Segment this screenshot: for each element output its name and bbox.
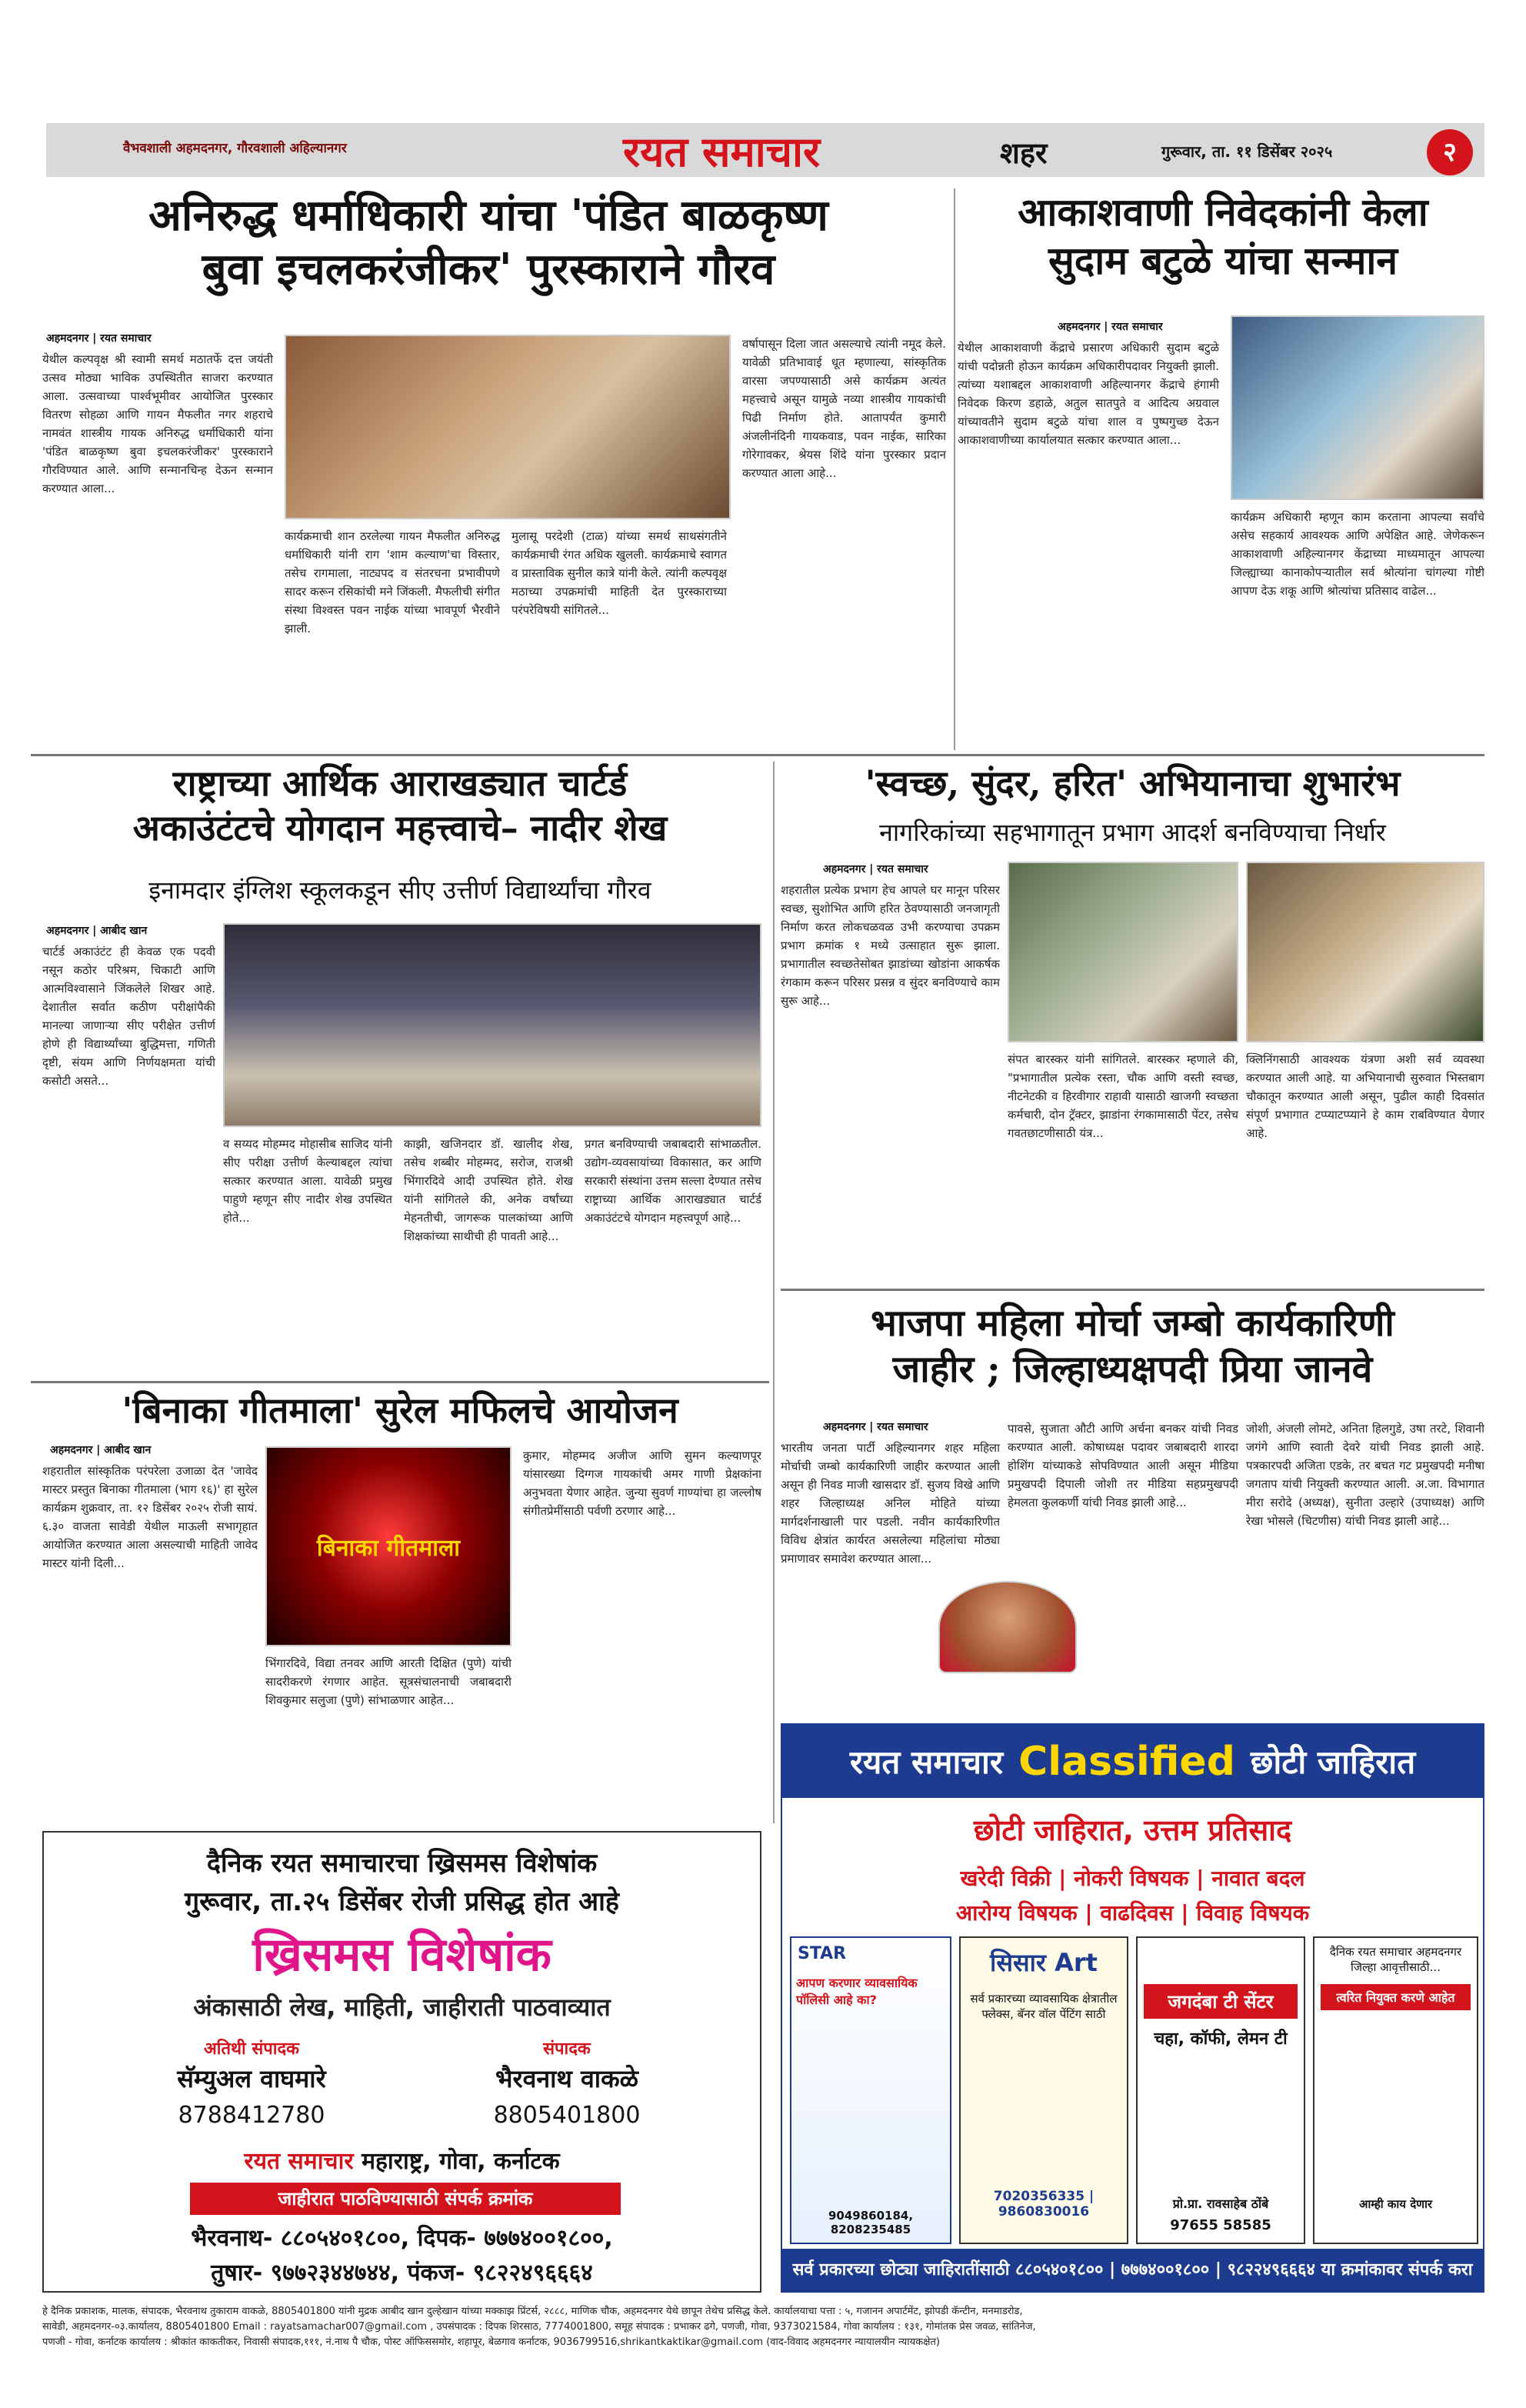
guest-editor-phone: 8788412780 <box>178 2102 325 2129</box>
classified-ad-hiring <box>1313 1936 1478 2244</box>
category-birthday: वाढदिवस <box>1100 1900 1174 1926</box>
xmas-contacts2: तुषार- ९७७२३४४७४४, पंकज- ९८२२४९६६६४ <box>211 2260 593 2286</box>
category-buy-sell: खरेदी विक्री <box>960 1866 1051 1891</box>
article5-column3: जोशी, अंजली लोमटे, अनिता हिलगुडे, उषा तरटे, शिवानी जगंगे आणि स्वाती देवरे यांची निवड झाली आहे. पत्रकारपदी अजिता एडके, तर बचत गट प्रमुखपदी मनीषा जगताप यांची नियुक्ती करण्यात आली. अ.जा. विभागात मीरा सरोदे (अध्यक्ष), सुनीता उल्हारे (उपाध्यक्ष) आणि रेखा भोसले (चिटणीस) यांची निवड झाली आहे... <box>1246 1422 1484 1528</box>
classified-ad-tea <box>1136 1936 1305 2244</box>
xmas-region: महाराष्ट्र, गोवा, कर्नाटक <box>362 2148 560 2175</box>
category-name-change: नावात बदल <box>1211 1866 1305 1891</box>
article5-column1: भारतीय जनता पार्टी अहिल्यानगर शहर महिला मोर्चाची जम्बो कार्यकारिणी जाहीर करण्यात आली असून ही निवड माजी खासदार डॉ. सुजय विखे आणि शहर जिल्हाध्यक्ष अनिल मोहिते यांच्या मार्गदर्शनाखाली पार पडली. नवीन कार्यकारिणीत विविध क्षेत्रांत कार्यरत असलेल्या महिलांचा मोठ्या प्रमाणावर समावेश करण्यात आला... <box>781 1441 1000 1566</box>
article3-subhead: इनामदार इंग्लिश स्कूलकडून सीए उत्तीर्ण विद्यार्थ्यांचा गौरव <box>148 875 651 905</box>
category-jobs: नोकरी विषयक <box>1074 1866 1189 1891</box>
article6-headline: 'बिनाका गीतमाला' सुरेल मफिलचे आयोजन <box>122 1389 678 1431</box>
poster-title: बिनाका गीतमाला <box>316 1534 461 1562</box>
insurance-phone: 9049860184, 8208235485 <box>828 2209 914 2236</box>
article2-headline-line2: सुदाम बटुळे यांचा सन्मान <box>1048 237 1398 283</box>
category-marriage: विवाह विषयक <box>1196 1900 1310 1926</box>
tea-text: चहा, कॉफी, लेमन टी <box>1154 2029 1288 2049</box>
section-divider <box>31 754 1484 756</box>
article2-column2: कार्यक्रम अधिकारी म्हणून काम करताना आपल्या सर्वांचे असेच सहकार्य आवश्यक आणि अपेक्षित आहे. जेणेकरून आकाशवाणी अहिल्यानगर केंद्राच्या माध्यमातून आपल्या जिल्ह्याच्या कानाकोपऱ्यातील सर्व श्रोत्यांना चांगल्या गोष्टी आपण देऊ शकू आणि श्रोत्यांचा प्रतिसाद वाढेल... <box>1231 510 1484 598</box>
article4-column2: संपत बारस्कर यांनी सांगितले. बारस्कर म्हणाले की, "प्रभागातील प्रत्येक रस्ता, चौक आणि वस्ती स्वच्छ, नीटनेटकी व हिरवीगार राहावी यासाठी खाजगी स्वच्छता कर्मचारी, दोन ट्रॅक्टर, झाडांना रंगकामासाठी पेंटर, तसेच गवतछाटणीसाठी यंत्र... <box>1008 1052 1238 1140</box>
article3-byline: अहमदनगर | आबीद खान <box>46 925 148 937</box>
article4-headline: 'स्वच्छ, सुंदर, हरित' अभियानाचा शुभारंभ <box>865 762 1401 804</box>
section-name: शहर <box>1000 136 1048 170</box>
imprint-line3: पणजी - गोवा, कर्नाटक कार्यालय : श्रीकांत काकतीकर, निवासी संपादक,१११, नं.नाथ पै चौक, पोस्ट ऑफिससमोर, शहापूर, बेळगाव कर्नाटक, 9036799516,shrikantkaktikar@gmail.com (वाद-विवाद अहमदनगर न्यायालयीन न्यायकक्षेत) <box>42 2336 940 2349</box>
imprint-line1: हे दैनिक प्रकाशक, मालक, संपादक, भैरवनाथ तुकाराम वाकळे, 8805401800 यांनी मुद्रक आबीद खान दुल्हेखान यांच्या मक्काझ प्रिंटर्स, २८८८, माणिक चौक, अहमदनगर येथे छापून तेथेच प्रसिद्ध केले. कार्यालयाचा पत्ता : ५, गजानन अपार्टमेंट, झोपडी कॅन्टीन, मनमाडरोड, <box>42 2306 1023 2317</box>
hiring-footer: आम्ही काय देणार <box>1358 2197 1433 2211</box>
editor-label: संपादक <box>543 2039 591 2059</box>
article3-group-photo <box>223 923 761 1127</box>
classified-categories-row2: आरोग्य विषयक | वाढदिवस | विवाह विषयक <box>955 1900 1310 1926</box>
article1-headline <box>31 188 946 296</box>
article2-felicitation-photo <box>1231 315 1484 500</box>
classified-ad-insurance <box>790 1936 951 2244</box>
printer-imprint <box>42 2304 1484 2350</box>
article3-column3: काझी, खजिनदार डॉ. खालीद शेख, तसेच शब्बीर मोहम्मद, सरोज, राजश्री भिंगारदिवे आदी उपस्थित होते. शेख यांनी सांगितले की, अनेक वर्षांच्या मेहनतीची, जागरूक पालकांच्या आणि शिक्षकांच्या साथीची ही पावती आहे... <box>404 1137 573 1243</box>
article1-headline-line2: बुवा इचलकरंजीकर' पुरस्काराने गौरव <box>202 244 775 295</box>
art-title: सिसार Art <box>990 1948 1098 1977</box>
article2-headline-line1: आकाशवाणी निवेदकांनी केला <box>1018 189 1428 235</box>
article1-column1: येथील कल्पवृक्ष श्री स्वामी समर्थ मठातर्फे दत्त जयंती उत्सव मोठ्या भाविक उपस्थितीत साजरा करण्यात आला. उत्सवाच्या पार्श्वभूमीवर आयोजित पुरस्कार वितरण सोहळा आणि गायन मैफलीत नगर शहराचे नामवंत शास्त्रीय गायक अनिरुद्ध धर्माधिकारी यांना 'पंडित बाळकृष्ण बुवा इचलकरंजीकर' पुरस्काराने गौरविण्यात आले. आणि सन्मानचिन्ह देऊन सन्मान करण्यात आला... <box>42 352 273 495</box>
article3-column1: चार्टर्ड अकाउंटंट ही केवळ एक पदवी नसून कठोर परिश्रम, चिकाटी आणि आत्मविश्वासाने जिंकलेले शिखर आहे. देशातील सर्वात कठीण परीक्षांपैकी मानल्या जाणाऱ्या सीए परीक्षेत उत्तीर्ण होणे ही विद्यार्थ्यांच्या बुद्धिमत्ता, गणिती दृष्टी, संयम आणि निर्णयक्षमता यांची कसोटी असते... <box>42 945 215 1088</box>
newspaper-name: रयत समाचार <box>623 127 821 176</box>
article2-byline: अहमदनगर | रयत समाचार <box>1058 321 1163 333</box>
article1-headline-line1: अनिरुद्ध धर्माधिकारी यांचा 'पंडित बाळकृष्ण <box>148 190 828 241</box>
article3-headline-line2: अकाउंटंटचे योगदान महत्त्वाचे– नादीर शेख <box>132 806 668 849</box>
article6-column2: भिंगारदिवे, विद्या तनवर आणि आरती दिक्षित (पुणे) यांची सादरीकरणे रंगणार आहेत. सूत्रसंचालनाची जबाबदारी शिवकुमार सलुजा (पुणे) सांभाळणार आहेत... <box>265 1656 511 1707</box>
art-phone: 7020356335 | 9860830016 <box>993 2189 1095 2220</box>
article5-byline: अहमदनगर | रयत समाचार <box>823 1421 928 1433</box>
page-number: २ <box>1427 129 1473 175</box>
article4-photo-right <box>1246 862 1484 1042</box>
article6-column3: कुमार, मोहम्मद अजीज आणि सुमन कल्याणपूर यांसारख्या दिग्गज गायकांची अमर गाणी प्रेक्षकांना अनुभवता येणार आहेत. जुन्या सुवर्ण गाण्यांचा हा जल्लोष संगीतप्रेमींसाठी पर्वणी ठरणार आहे... <box>523 1449 761 1518</box>
article4-subhead: नागरिकांच्या सहभागातून प्रभाग आदर्श बनविण्याचा निर्धार <box>879 818 1386 847</box>
imprint-line2: सावेडी, अहमदनगर-०३.कार्यालय, 8805401800 Email : rayatsamachar007@gmail.com , उपसंपादक : दिपक शिरसाठ, 7774001800, समूह संपादक : प्रभाकर ढगे, पणजी, गोवा, 9373021584, गोवा कार्यालय : १३१, गोमांतक प्रेस जवळ, सांतिनेज, <box>42 2321 1036 2333</box>
tea-phone: 97655 58585 <box>1170 2217 1271 2233</box>
insurance-text: आपण करणार व्यावसायिक पॉलिसी आहे का? <box>796 1976 918 2007</box>
xmas-brand-line <box>44 2144 760 2176</box>
classified-categories-row1: खरेदी विक्री | नोकरी विषयक | नावात बदल <box>960 1866 1305 1891</box>
hiring-title: दैनिक रयत समाचार अहमदनगर जिल्हा आवृत्तीसाठी... <box>1329 1945 1462 1974</box>
section-divider <box>31 1381 769 1383</box>
article1-column-mid: मुलासू परदेशी (टाळ) यांच्या समर्थ साथसंगतीने कार्यक्रमाची रंगत अधिक खुलली. कार्यक्रमाचे स्वागत व प्रास्ताविक सुनील कात्रे यांनी केले. त्यांनी कल्पवृक्ष मठाच्या उपक्रमांची माहिती देत पुरस्काराच्या परंपरेविषयी सांगितले... <box>511 529 727 617</box>
xmas-contact-bar: जाहीरात पाठविण्यासाठी संपर्क क्रमांक <box>190 2183 621 2215</box>
hiring-highlight: त्वरित नियुक्त करणे आहेत <box>1321 1984 1471 2010</box>
article3-column2: व सय्यद मोहम्मद मोहासीब साजिद यांनी सीए परीक्षा उत्तीर्ण केल्याबद्दल त्यांचा सत्कार करण्यात आला. यावेळी प्रमुख पाहुणे म्हणून सीए नादीर शेख उपस्थित होते... <box>223 1137 392 1225</box>
xmas-line3: अंकासाठी लेख, माहिती, जाहीराती पाठवाव्यात <box>193 1993 611 2022</box>
xmas-brand: रयत समाचार <box>244 2148 354 2175</box>
issue-date: गुरूवार, ता. ११ डिसेंबर २०२५ <box>1161 142 1333 161</box>
article5-headline <box>781 1300 1484 1392</box>
article5-column2: पावसे, सुजाता औटी आणि अर्चना बनकर यांची निवड करण्यात आली. कोषाध्यक्ष पदावर जबाबदारी शारदा होशिंग यांच्याकडे सोपविण्यात आली असून मीडिया प्रमुखपदी दिपाली जोशी तर मीडिया सहप्रमुखपदी हेमलता कुलकर्णी यांची निवड झाली आहे... <box>1008 1422 1238 1509</box>
xmas-line1: दैनिक रयत समाचारचा ख्रिसमस विशेषांक <box>206 1848 598 1879</box>
category-health: आरोग्य विषयक <box>955 1900 1078 1926</box>
column-divider <box>773 762 775 1823</box>
tea-title: जगदंबा टी सेंटर <box>1144 1984 1298 2019</box>
article6-byline: अहमदनगर | आबीद खान <box>50 1444 152 1456</box>
article1-column2: वर्षापासून दिला जात असल्याचे त्यांनी नमूद केले. यावेळी प्रतिभावाई धूत म्हणाल्या, सांस्कृतिक वारसा जपण्यासाठी असे कार्यक्रम अत्यंत महत्त्वाचे असून यामुळे नव्या शास्त्रीय गायकांची पिढी निर्माण होते. आतापर्यंत कुमारी अंजलीनंदिनी गायकवाड, पवन नाईक, सारिका गोरेगावकर, श्रेयस शिंदे यांना पुरस्कार प्रदान करण्यात आला आहे... <box>742 337 946 480</box>
article1-award-photo <box>285 335 731 519</box>
article3-column4: प्रगत बनविण्याची जबाबदारी सांभाळतील. उद्योग-व्यवसायांच्या विकासात, कर आणि सरकारी संस्थांना उत्तम सल्ला देण्यात तसेच राष्ट्राच्या आर्थिक आराखड्यात चार्टर्ड अकाउंटंटचे योगदान महत्त्वपूर्ण आहे... <box>585 1137 761 1225</box>
article4-byline: अहमदनगर | रयत समाचार <box>823 863 928 875</box>
article2-column1: येथील आकाशवाणी केंद्राचे प्रसारण अधिकारी सुदाम बटुळे यांची पदोन्नती होऊन कार्यक्रम अधिकारीपदावर नियुक्ती झाली. त्यांच्या यशाबद्दल आकाशवाणी अहिल्यानगर केंद्राचे हंगामी निवेदक किरण डहाळे, अतुल सातपुते व आदित्य अग्रवाल यांच्यावतीने सुदाम बटुळे यांचा शाल व पुष्पगुच्छ देऊन आकाशवाणीच्या कार्यालयात सत्कार करण्यात आला... <box>958 341 1219 447</box>
article1-byline: अहमदनगर | रयत समाचार <box>46 332 152 345</box>
article1-photo-caption: कार्यक्रमाची शान ठरलेल्या गायन मैफलीत अनिरुद्ध धर्माधिकारी यांनी राग 'शाम कल्याण'चा विस्तार, तसेच रागमाला, नाट्यपद व संतरचना प्रभावीपणे सादर करून रसिकांची मने जिंकली. मैफलीची संगीत संस्था विश्वस्त पवन नाईक यांच्या भावपूर्ण भैरवीने झाली. <box>285 529 500 635</box>
classified-tagline: छोटी जाहिरात, उत्तम प्रतिसाद <box>973 1813 1292 1847</box>
article6-column1: शहरातील सांस्कृतिक परंपरेला उजाळा देत 'जावेद मास्टर प्रस्तुत बिनाका गीतमाला (भाग १६)' हा सुरेल कार्यक्रम शुक्रवार, ता. १२ डिसेंबर २०२५ रोजी सायं. ६.३० वाजता सावेडी येथील माऊली सभागृहात आयोजित करण्यात आला असल्याची माहिती जावेद मास्टर यांनी दिली... <box>42 1464 258 1570</box>
guest-editor-label: अतिथी संपादक <box>203 2039 300 2059</box>
xmas-contacts1: भैरवनाथ- ८८०५४०१८००, दिपक- ७७७४००१८००, <box>191 2225 613 2252</box>
article4-column1: शहरातील प्रत्येक प्रभाग हेच आपले घर मानून परिसर स्वच्छ, सुशोभित आणि हरित ठेवण्यासाठी जनजागृती निर्माण करत लोकचळवळ उभी करण्याचा उपक्रम प्रभाग क्रमांक १ मध्ये उत्साहात सुरू झाला. प्रभागातील स्वच्छतेसोबत झाडांच्या खोडांना आकर्षक रंगकाम करून परिसर प्रसन्न व सुंदर बनविण्याचे काम सुरू आहे... <box>781 883 1000 1008</box>
classified-header <box>782 1725 1483 1798</box>
art-text: सर्व प्रकारच्या व्यावसायिक क्षेत्रातील फ्लेक्स, बॅनर वॉल पेंटिंग साठी <box>970 1992 1118 2021</box>
article4-column3: क्लिनिंगसाठी आवश्यक यंत्रणा अशी सर्व व्यवस्था करण्यात आली आहे. या अभियानाची सुरुवात भिस्तबाग चौकातून करण्यात आली असून, पुढील काही दिवसांत संपूर्ण प्रभागात टप्प्याटप्प्याने हे काम राबविण्यात येणार आहे. <box>1246 1052 1484 1140</box>
article5-headline-line1: भाजपा महिला मोर्चा जम्बो कार्यकारिणी <box>871 1302 1394 1345</box>
article2-headline <box>961 188 1484 285</box>
column-divider <box>954 188 955 750</box>
xmas-title: ख्रिसमस विशेषांक <box>252 1928 551 1982</box>
article4-photo-left <box>1008 862 1238 1042</box>
classified-section <box>781 1723 1484 2293</box>
classified-footer: सर्व प्रकारच्या छोट्या जाहिरातींसाठी ८८०५४०१८०० | ७७७४००१८०० | ९८२२४९६६६४ या क्रमांकावर संपर्क करा <box>782 2249 1483 2291</box>
christmas-special-ad <box>42 1831 761 2293</box>
classified-title-right: छोटी जाहिरात <box>1250 1743 1416 1781</box>
article3-headline <box>31 762 769 850</box>
tea-owner: प्रो.प्रा. रावसाहेब ठोंबे <box>1172 2196 1269 2211</box>
article6-event-poster <box>265 1446 511 1646</box>
masthead-tagline: वैभवशाली अहमदनगर, गौरवशाली अहिल्यानगर <box>123 141 347 156</box>
article5-headline-line2: जाहीर ; जिल्हाध्यक्षपदी प्रिया जानवे <box>892 1348 1373 1391</box>
section-divider <box>781 1289 1484 1291</box>
xmas-line2: गुरूवार, ता.२५ डिसेंबर रोजी प्रसिद्ध होत आहे <box>185 1886 619 1917</box>
article5-portrait-photo <box>938 1581 1077 1673</box>
classified-ad-art <box>959 1936 1128 2244</box>
classified-title-left: रयत समाचार <box>849 1743 1004 1781</box>
editor-phone: 8805401800 <box>493 2102 641 2129</box>
classified-title-mid: Classified <box>1018 1738 1235 1785</box>
insurance-logo: STAR <box>798 1944 847 1963</box>
editor-name: भैरवनाथ वाकळे <box>495 2064 638 2093</box>
article3-headline-line1: राष्ट्राच्या आर्थिक आराखड्यात चार्टर्ड <box>172 762 628 804</box>
guest-editor-name: सॅम्युअल वाघमारे <box>177 2064 326 2093</box>
